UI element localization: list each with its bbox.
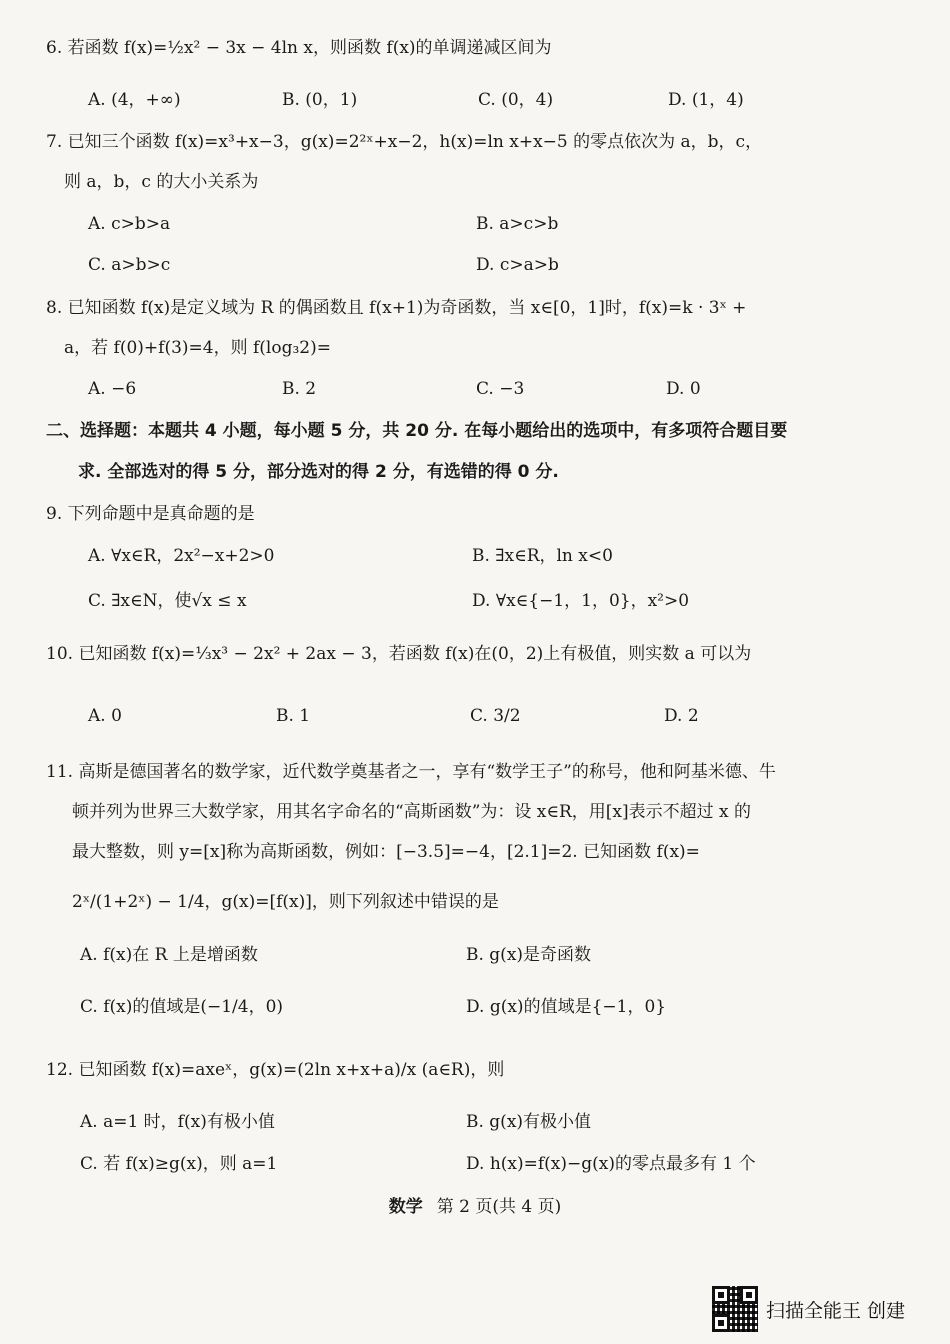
q12-option-a: A. a=1 时，f(x)有极小值 [80, 1112, 275, 1132]
q11-option-d: D. g(x)的值域是{−1，0} [466, 997, 667, 1017]
footer-subject: 数学 [388, 1197, 423, 1217]
q6-option-c: C. (0，4) [478, 90, 554, 110]
q10-stem: 10. 已知函数 f(x)=⅓x³ − 2x² + 2ax − 3，若函数 f(x)在(0，2)上有极值，则实数 a 可以为 [46, 644, 752, 664]
q8-option-c: C. −3 [476, 379, 525, 399]
q11-stem-line3: 最大整数，则 y=[x]称为高斯函数，例如：[−3.5]=−4，[2.1]=2. 已知函数 f(x)= [72, 842, 700, 862]
q10-option-a: A. 0 [88, 706, 122, 726]
q7-stem-cont: 则 a，b，c 的大小关系为 [64, 172, 259, 192]
section2-heading-cont: 求. 全部选对的得 5 分，部分选对的得 2 分，有选错的得 0 分. [78, 462, 559, 482]
q8-option-b: B. 2 [282, 379, 317, 399]
q9-stem: 9. 下列命题中是真命题的是 [46, 504, 255, 524]
q11-option-a: A. f(x)在 R 上是增函数 [80, 945, 258, 965]
q7-option-b: B. a>c>b [476, 214, 559, 234]
watermark-text: 扫描全能王 创建 [766, 1300, 906, 1322]
section2-heading: 二、选择题：本题共 4 小题，每小题 5 分，共 20 分. 在每小题给出的选项中，有多项符合题目要 [46, 421, 788, 441]
page-footer [0, 1192, 950, 1217]
q7-stem: 7. 已知三个函数 f(x)=x³+x−3，g(x)=2²ˣ+x−2，h(x)=ln x+x−5 的零点依次为 a，b，c， [46, 132, 763, 152]
q12-option-d: D. h(x)=f(x)−g(x)的零点最多有 1 个 [466, 1154, 756, 1174]
q12-option-b: B. g(x)有极小值 [466, 1112, 592, 1132]
q8-option-d: D. 0 [666, 379, 701, 399]
q10-option-d: D. 2 [664, 706, 699, 726]
q11-stem-line4: 2ˣ/(1+2ˣ) − 1/4，g(x)=[f(x)]，则下列叙述中错误的是 [72, 892, 499, 912]
q10-option-c: C. 3/2 [470, 706, 521, 726]
q8-option-a: A. −6 [88, 379, 137, 399]
footer-page: 第 2 页(共 4 页) [436, 1197, 562, 1217]
q9-option-d: D. ∀x∈{−1，1，0}，x²>0 [472, 591, 690, 611]
q6-stem: 6. 若函数 f(x)=½x² − 3x − 4ln x，则函数 f(x)的单调递减区间为 [46, 38, 552, 58]
q8-stem-cont: a，若 f(0)+f(3)=4，则 f(log₃2)= [64, 338, 331, 358]
scanner-watermark [712, 1286, 944, 1334]
q7-option-a: A. c>b>a [88, 214, 171, 234]
q12-option-c: C. 若 f(x)≥g(x)，则 a=1 [80, 1154, 278, 1174]
q11-option-b: B. g(x)是奇函数 [466, 945, 592, 965]
q11-option-c: C. f(x)的值域是(−1/4，0) [80, 997, 284, 1017]
q7-option-c: C. a>b>c [88, 255, 171, 275]
q10-option-b: B. 1 [276, 706, 311, 726]
q6-option-a: A. (4，+∞) [88, 90, 181, 110]
q6-option-d: D. (1，4) [668, 90, 744, 110]
q9-option-c: C. ∃x∈N，使√x ≤ x [88, 591, 247, 611]
q12-stem: 12. 已知函数 f(x)=axeˣ，g(x)=(2ln x+x+a)/x (a∈R)，则 [46, 1060, 505, 1080]
q7-option-d: D. c>a>b [476, 255, 559, 275]
qr-code-icon [712, 1286, 758, 1332]
q9-option-b: B. ∃x∈R，ln x<0 [472, 546, 613, 566]
q11-stem: 11. 高斯是德国著名的数学家，近代数学奠基者之一，享有“数学王子”的称号，他和阿基米德、牛 [46, 762, 776, 782]
q11-stem-line2: 顿并列为世界三大数学家，用其名字命名的“高斯函数”为：设 x∈R，用[x]表示不超过 x 的 [72, 802, 752, 822]
q6-option-b: B. (0，1) [282, 90, 358, 110]
q9-option-a: A. ∀x∈R，2x²−x+2>0 [88, 546, 275, 566]
q8-stem: 8. 已知函数 f(x)是定义域为 R 的偶函数且 f(x+1)为奇函数，当 x∈[0，1]时，f(x)=k · 3ˣ + [46, 298, 747, 318]
